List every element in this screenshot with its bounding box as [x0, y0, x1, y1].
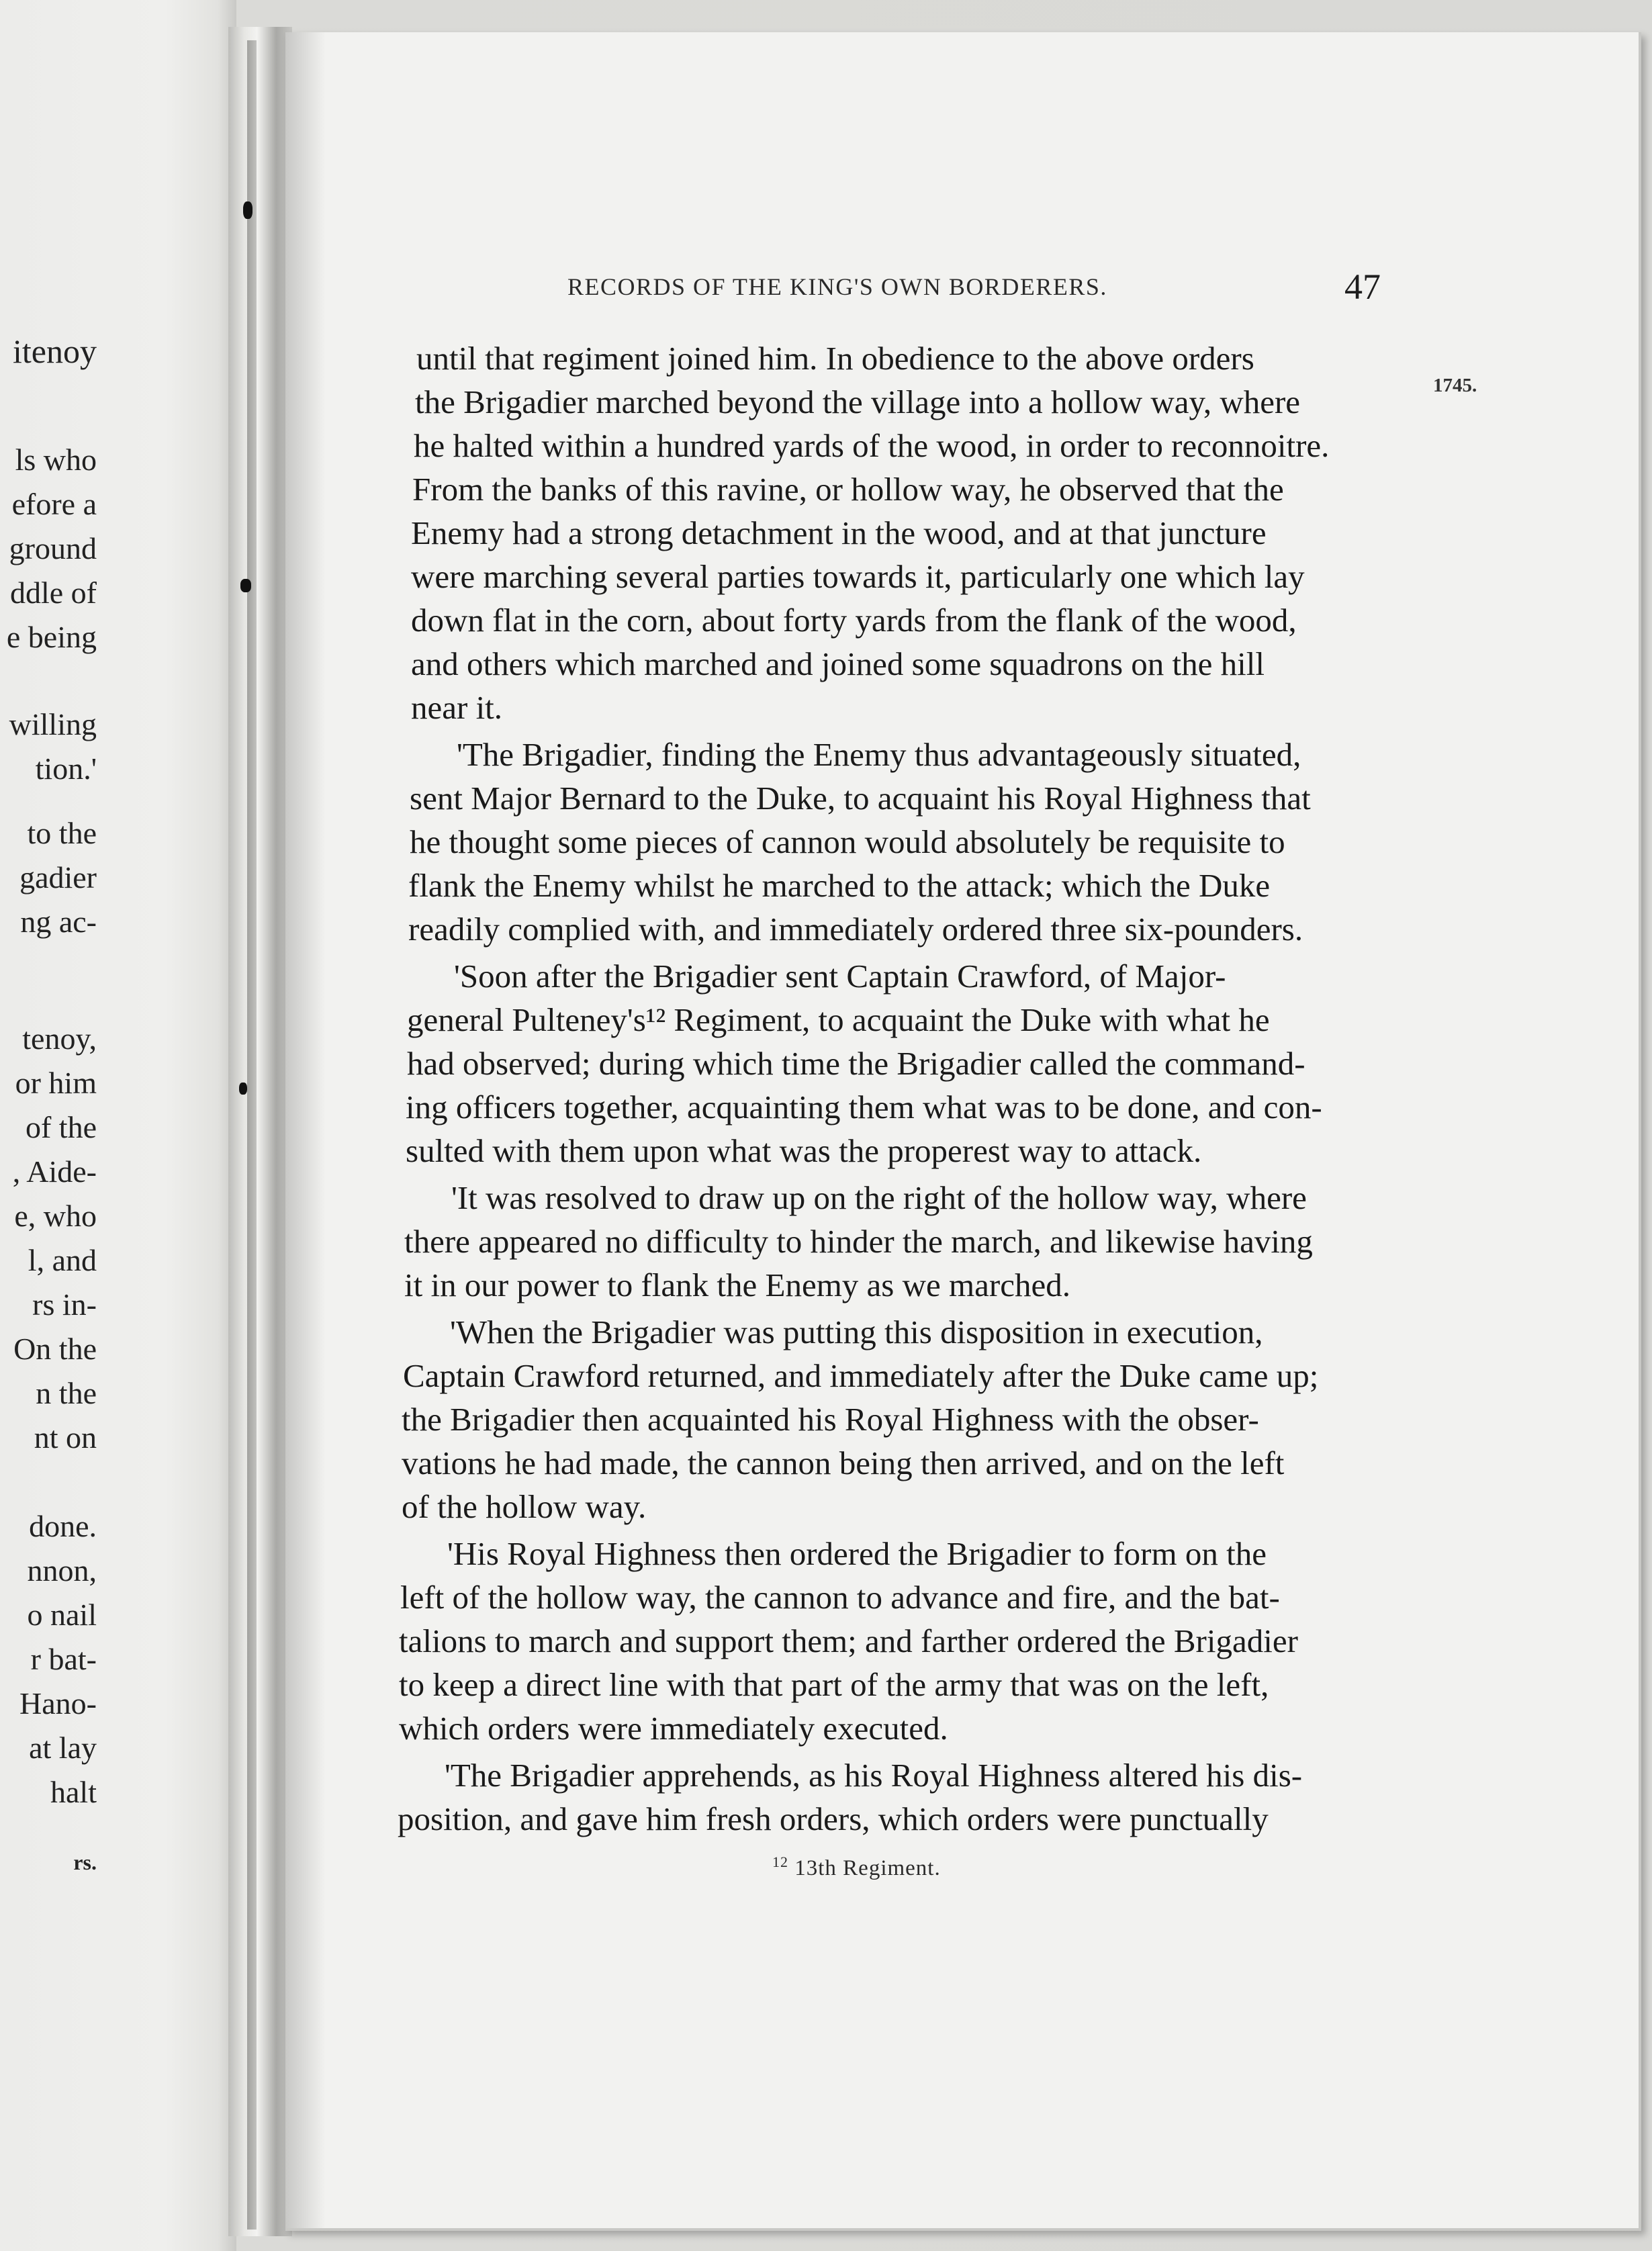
- left-page-line: ddle of: [9, 576, 97, 610]
- left-page-line: willing: [9, 707, 97, 741]
- body-line: vations he had made, the cannon being then arrived, and on the left: [402, 1444, 1285, 1481]
- body-line: 'The Brigadier, finding the Enemy thus advantageously situated,: [457, 736, 1301, 773]
- body-line: of the hollow way.: [402, 1488, 647, 1525]
- body-line: there appeared no difficulty to hinder the march, and likewise having: [404, 1223, 1313, 1260]
- footnote-text: 13th Regiment.: [788, 1856, 941, 1880]
- body-line: down flat in the corn, about forty yards from the flank of the wood,: [411, 602, 1297, 639]
- body-line: talions to march and support them; and farther ordered the Brigadier: [399, 1622, 1298, 1659]
- body-line: Captain Crawford returned, and immediately after the Duke came up;: [403, 1357, 1319, 1394]
- body-line: 'His Royal Highness then ordered the Brigadier to form on the: [447, 1535, 1267, 1572]
- left-page-line: Hano-: [19, 1686, 97, 1720]
- body-line: the Brigadier then acquainted his Royal Highness with the obser-: [402, 1401, 1259, 1438]
- gutter-shadow: [247, 40, 257, 2230]
- body-line: and others which marched and joined some squadrons on the hill: [411, 645, 1265, 682]
- left-page-line: ng ac-: [20, 905, 97, 939]
- right-page-shade: [285, 32, 326, 2228]
- binding-thread-mark: [240, 579, 251, 592]
- body-line: he thought some pieces of cannon would absolutely be requisite to: [410, 823, 1285, 860]
- book-gutter: [228, 27, 292, 2236]
- running-title: RECORDS OF THE KING'S OWN BORDERERS.: [567, 273, 1107, 300]
- left-page-line: tenoy,: [22, 1021, 97, 1056]
- left-page-line: On the: [13, 1332, 97, 1366]
- left-page-line: gadier: [19, 860, 97, 894]
- margin-year-note: 1745.: [1433, 375, 1477, 396]
- left-page-line: e being: [6, 620, 97, 654]
- body-line: Enemy had a strong detachment in the wood, and at that juncture: [411, 514, 1267, 551]
- binding-thread-mark: [243, 201, 253, 219]
- left-page-line: efore a: [11, 487, 97, 521]
- body-line: 'Soon after the Brigadier sent Captain Crawford, of Major-: [454, 958, 1226, 995]
- body-line: the Brigadier marched beyond the village into a hollow way, where: [415, 383, 1301, 420]
- body-line: sent Major Bernard to the Duke, to acquaint his Royal Highness that: [410, 780, 1311, 817]
- left-page-line: ls who: [15, 443, 97, 477]
- body-line: 'It was resolved to draw up on the right of the hollow way, where: [451, 1179, 1307, 1216]
- body-line: position, and gave him fresh orders, which orders were punctually: [398, 1800, 1269, 1837]
- left-page-line: e, who: [14, 1199, 97, 1233]
- body-line: ing officers together, acquainting them what was to be done, and con-: [406, 1089, 1322, 1126]
- body-line: had observed; during which time the Brigadier called the command-: [407, 1045, 1305, 1082]
- body-line: left of the hollow way, the cannon to advance and fire, and the bat-: [400, 1579, 1280, 1616]
- body-line: which orders were immediately executed.: [399, 1710, 948, 1747]
- left-page-line: itenoy: [13, 332, 97, 370]
- footnote-marker: 12: [772, 1853, 788, 1870]
- left-page-line: nnon,: [27, 1553, 97, 1588]
- body-line: sulted with them upon what was the properest way to attack.: [406, 1132, 1202, 1169]
- body-line: general Pulteney's¹² Regiment, to acquaint the Duke with what he: [407, 1001, 1270, 1038]
- body-line: near it.: [411, 689, 503, 726]
- left-page-line: nt on: [34, 1420, 97, 1455]
- body-line: it in our power to flank the Enemy as we marched.: [404, 1267, 1070, 1303]
- left-facing-page: [0, 0, 236, 2251]
- left-page-line: to the: [27, 816, 97, 850]
- left-page-line: ground: [9, 531, 97, 565]
- body-line: until that regiment joined him. In obedience to the above orders: [416, 340, 1254, 377]
- body-line: readily complied with, and immediately ordered three six-pounders.: [408, 911, 1303, 948]
- page-number: 47: [1344, 267, 1381, 307]
- binding-thread-mark: [239, 1083, 247, 1095]
- left-page-line: halt: [50, 1775, 97, 1809]
- left-page-line: at lay: [29, 1731, 97, 1765]
- body-line: he halted within a hundred yards of the wood, in order to reconnoitre.: [414, 427, 1330, 464]
- left-page-line: tion.': [35, 751, 97, 786]
- body-line: 'When the Brigadier was putting this disposition in execution,: [450, 1314, 1263, 1350]
- left-page-line: or him: [15, 1066, 97, 1100]
- left-page-line: r bat-: [30, 1642, 97, 1676]
- left-page-line: rs in-: [32, 1287, 97, 1322]
- body-line: 'The Brigadier apprehends, as his Royal Highness altered his dis-: [445, 1757, 1303, 1794]
- left-page-line: done.: [29, 1509, 97, 1543]
- left-page-line: l, and: [28, 1243, 97, 1277]
- left-page-line: n the: [36, 1376, 97, 1410]
- left-page-line: rs.: [73, 1850, 97, 1874]
- left-page-line: o nail: [27, 1598, 97, 1632]
- body-line: to keep a direct line with that part of the army that was on the left,: [399, 1666, 1269, 1703]
- body-line: From the banks of this ravine, or hollow way, he observed that the: [412, 471, 1284, 508]
- left-page-line: of the: [25, 1110, 97, 1144]
- body-line: flank the Enemy whilst he marched to the attack; which the Duke: [408, 867, 1271, 904]
- body-line: were marching several parties towards it, particularly one which lay: [411, 558, 1305, 595]
- footnote: [772, 1853, 941, 1881]
- left-page-line: , Aide-: [12, 1154, 97, 1189]
